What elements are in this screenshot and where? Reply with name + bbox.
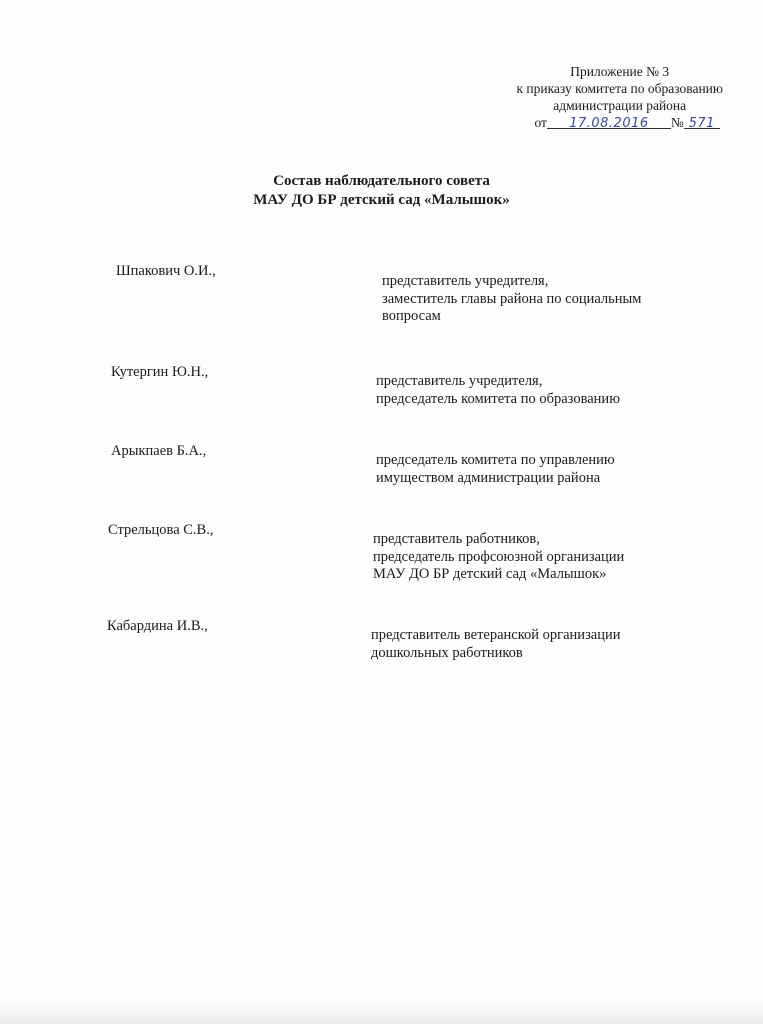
from-label: от [534,115,547,130]
annex-header [516,63,723,131]
member-role [371,627,621,662]
role-line: МАУ ДО БР детский сад «Малышок» [373,566,607,582]
role-line: представитель учредителя, [376,373,543,389]
role-line: представитель учредителя, [382,273,549,289]
document-title [0,172,763,210]
title-line-1: Состав наблюдательного совета [273,173,490,189]
role-line: председатель комитета по управлению [376,452,615,468]
title-line-2: МАУ ДО БР детский сад «Малышок» [253,192,510,208]
date-blank [547,114,671,129]
role-line: заместитель главы района по социальным [382,290,642,307]
member-name: Шпакович О.И., [116,263,216,279]
number-label: № [670,115,684,130]
member-role [382,273,641,326]
annex-order-ref: к приказу комитета по образованию [516,81,723,96]
member-name: Стрельцова С.В., [108,522,214,538]
member-name: Арыкпаев Б.А., [111,443,207,459]
role-line: дошкольных работников [371,644,523,661]
annex-date-number-line [534,114,723,131]
member-role [373,531,624,584]
member-role [376,452,615,487]
role-line: вопросам [382,308,441,324]
member-name: Кутергин Ю.Н., [111,364,209,380]
annex-number: Приложение № 3 [570,64,670,79]
handwritten-number: 571 [688,116,715,131]
annex-administration: администрации района [553,98,687,113]
role-line: имуществом администрации района [376,469,601,486]
role-line: представитель ветеранской организации [371,627,621,643]
member-name: Кабардина И.В., [107,618,208,634]
scan-bottom-edge [0,1002,763,1024]
number-blank [684,114,720,129]
role-line: председатель профсоюзной организации [373,548,625,565]
role-line: представитель работников, [373,531,540,547]
role-line: председатель комитета по образованию [376,390,621,407]
handwritten-date: 17.08.2016 [569,116,649,131]
member-role [376,373,620,408]
